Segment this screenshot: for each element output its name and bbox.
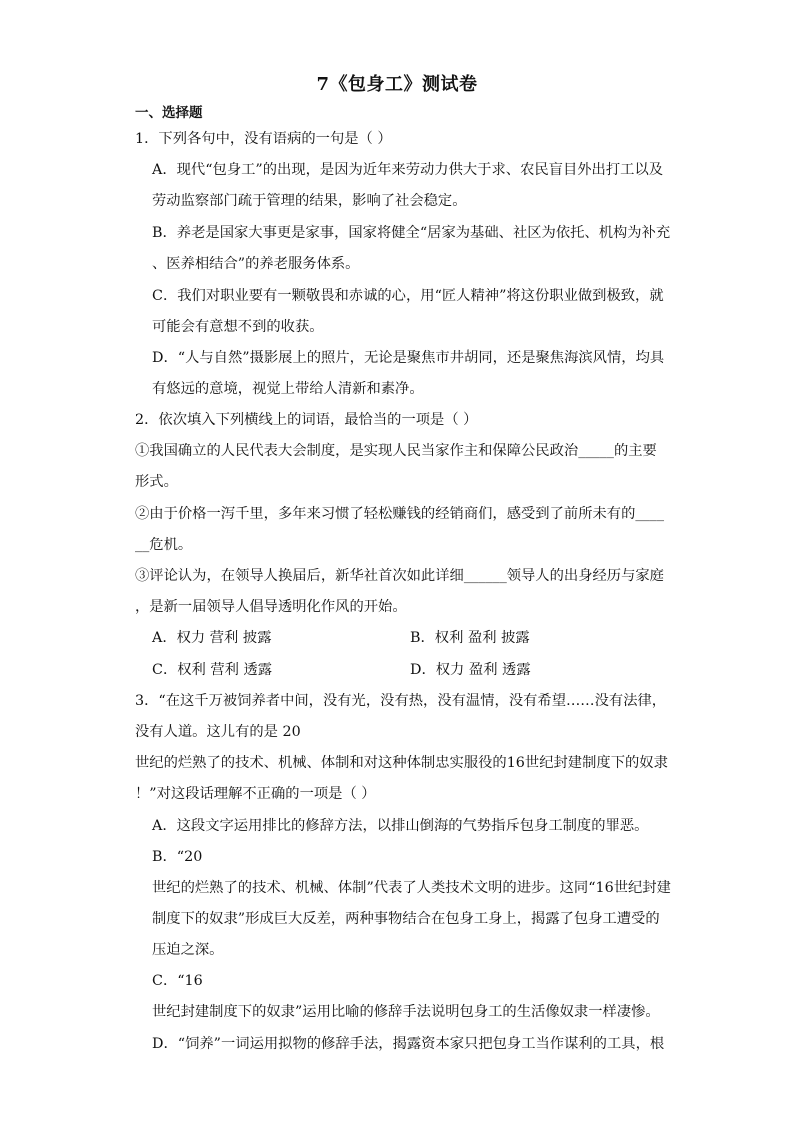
q1-option-b-cont: 、医养相结合”的养老服务体系。: [152, 256, 360, 272]
q3-option-b: B．“20: [152, 849, 203, 865]
q3-option-d: D．“饲养”一词运用拟物的修辞手法，揭露资本家只把包身工当作谋利的工具，根: [152, 1036, 665, 1052]
q1-option-a: A．现代“包身工”的出现，是因为近年来劳动力供大于求、农民盲目外出打工以及: [152, 162, 664, 178]
q2-item-3: ③评论认为，在领导人换届后，新华社首次如此详细______领导人的出身经历与家庭: [135, 568, 664, 584]
question-3-cont-1: 没有人道。这儿有的是 20: [135, 724, 301, 740]
q2-item-2: ②由于价格一泻千里，多年来习惯了轻松赚钱的经销商们，感受到了前所未有的____: [135, 506, 664, 522]
q2-item-3-cont: ，是新一届领导人倡导透明化作风的开始。: [135, 599, 407, 615]
q3-option-c-cont: 世纪封建制度下的奴隶”运用比喻的修辞手法说明包身工的生活像奴隶一样凄惨。: [152, 1004, 660, 1020]
q3-option-b-cont-1: 世纪的烂熟了的技术、机械、体制”代表了人类技术文明的进步。这同“16世纪封建: [152, 880, 671, 896]
question-3: 3．“在这千万被饲养者中间，没有光，没有热，没有温情，没有希望……没有法律，: [135, 693, 667, 709]
q2-option-c: C．权利 营利 透露: [152, 662, 273, 678]
q2-option-a: A．权力 营利 披露: [152, 630, 272, 646]
question-1: 1．下列各句中，没有语病的一句是（ ）: [135, 131, 392, 147]
q1-option-d-cont: 有悠远的意境，视觉上带给人清新和素净。: [152, 381, 424, 397]
page-title: 7《包身工》测试卷: [316, 74, 478, 95]
q3-option-a: A．这段文字运用排比的修辞方法，以排山倒海的气势指斥包身工制度的罪恶。: [152, 818, 649, 834]
question-3-cont-2: 世纪的烂熟了的技术、机械、体制和对这种体制忠实服役的16世纪封建制度下的奴隶: [135, 755, 668, 771]
q3-option-c: C．“16: [152, 973, 203, 989]
section-heading: 一、选择题: [135, 105, 203, 121]
q1-option-d: D．“人与自然”摄影展上的照片，无论是聚焦市井胡同，还是聚焦海滨风情，均具: [152, 350, 665, 366]
question-2: 2．依次填入下列横线上的词语，最恰当的一项是（ ）: [135, 412, 478, 428]
q1-option-b: B．养老是国家大事更是家事，国家将健全“居家为基础、社区为依托、机构为补充: [152, 225, 671, 241]
question-3-cont-3: ！”对这段话理解不正确的一项是（ ）: [135, 786, 376, 802]
q2-item-1-cont: 形式。: [135, 474, 178, 490]
q2-option-b: B．权利 盈利 披露: [410, 630, 530, 646]
q2-item-2-cont: __危机。: [135, 537, 193, 553]
q1-option-c-cont: 可能会有意想不到的收获。: [152, 319, 324, 335]
q2-item-1: ①我国确立的人民代表大会制度，是实现人民当家作主和保障公民政治_____的主要: [135, 443, 657, 459]
q3-option-b-cont-3: 压迫之深。: [152, 942, 224, 958]
q3-option-b-cont-2: 制度下的奴隶”形成巨大反差，两种事物结合在包身工身上，揭露了包身工遭受的: [152, 911, 660, 927]
q1-option-a-cont: 劳动监察部门疏于管理的结果，影响了社会稳定。: [152, 193, 467, 209]
q2-option-d: D．权力 盈利 透露: [410, 662, 531, 678]
q1-option-c: C．我们对职业要有一颗敬畏和赤诚的心，用“匠人精神”将这份职业做到极致，就: [152, 288, 664, 304]
